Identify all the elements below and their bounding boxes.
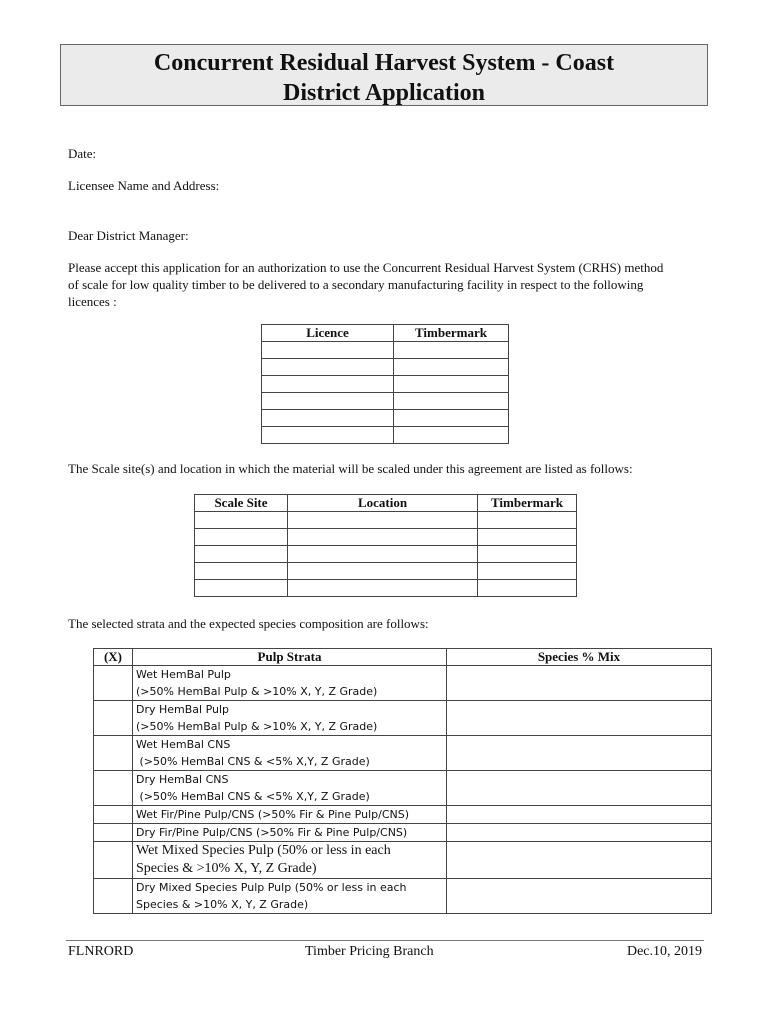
location-cell[interactable]: [288, 546, 478, 563]
strata-desc: (>50% HemBal Pulp & >10% X, Y, Z Grade): [136, 720, 378, 733]
strata-cell: [133, 701, 447, 736]
location-cell[interactable]: [288, 529, 478, 546]
licence-header: Licence: [262, 325, 394, 342]
scale-site-header: Scale Site: [195, 495, 288, 512]
licence-cell[interactable]: [262, 427, 394, 444]
document-title: [60, 44, 708, 106]
salutation: Dear District Manager:: [68, 228, 189, 243]
scale-intro: The Scale site(s) and location in which the material will be scaled under this agreement are listed as follows:: [68, 461, 633, 476]
select-header: (X): [94, 649, 133, 666]
strata-name: Dry HemBal CNS: [136, 773, 229, 786]
select-cell[interactable]: [94, 806, 133, 824]
footer-date: Dec.10, 2019: [626, 944, 702, 959]
location-header: Location: [288, 495, 478, 512]
species-mix-cell[interactable]: [447, 824, 712, 842]
strata-table: [93, 648, 712, 914]
select-cell[interactable]: [94, 771, 133, 806]
footer-divider: [66, 940, 704, 941]
licence-cell[interactable]: [262, 393, 394, 410]
scale-site-cell[interactable]: [195, 563, 288, 580]
licensee-label: Licensee Name and Address:: [68, 178, 220, 193]
timbermark-cell[interactable]: [394, 376, 509, 393]
table-row: [195, 529, 577, 546]
licence-cell[interactable]: [262, 376, 394, 393]
strata-name: Wet HemBal CNS: [136, 738, 231, 751]
intro-line-3: licences :: [68, 294, 117, 309]
timbermark-cell[interactable]: [394, 393, 509, 410]
scale-site-cell[interactable]: [195, 512, 288, 529]
strata-name: Wet HemBal Pulp: [136, 668, 231, 681]
table-row: [262, 359, 509, 376]
title-line-2: District Application: [283, 80, 485, 106]
timbermark-cell[interactable]: [478, 512, 577, 529]
intro-line-1: Please accept this application for an authorization to use the Concurrent Residual Harvest System (CRHS) method: [68, 260, 664, 275]
strata-cell: [133, 879, 447, 914]
select-cell[interactable]: [94, 666, 133, 701]
table-row: [94, 666, 712, 701]
species-mix-cell[interactable]: [447, 842, 712, 879]
strata-name: Dry Fir/Pine Pulp/CNS (>50% Fir & Pine Pulp/CNS): [136, 826, 408, 839]
scale-site-table: [194, 494, 577, 597]
strata-cell: [133, 806, 447, 824]
table-row: [195, 580, 577, 597]
strata-cell: [133, 666, 447, 701]
table-row: [262, 427, 509, 444]
table-row: [195, 546, 577, 563]
species-mix-cell[interactable]: [447, 806, 712, 824]
strata-desc: (>50% HemBal CNS & <5% X,Y, Z Grade): [136, 755, 370, 768]
timbermark-cell[interactable]: [394, 410, 509, 427]
table-row: [94, 736, 712, 771]
species-mix-cell[interactable]: [447, 701, 712, 736]
date-label: Date:: [68, 146, 97, 161]
species-mix-cell[interactable]: [447, 771, 712, 806]
table-row: [94, 806, 712, 824]
table-row: [262, 376, 509, 393]
table-row: [262, 393, 509, 410]
strata-cell: [133, 736, 447, 771]
table-row: [262, 410, 509, 427]
licence-cell[interactable]: [262, 359, 394, 376]
timbermark-cell[interactable]: [478, 546, 577, 563]
select-cell[interactable]: [94, 824, 133, 842]
select-cell[interactable]: [94, 736, 133, 771]
strata-name: Dry HemBal Pulp: [136, 703, 230, 716]
strata-desc: (>50% HemBal CNS & <5% X,Y, Z Grade): [136, 790, 370, 803]
strata-cell: [133, 824, 447, 842]
licence-cell[interactable]: [262, 410, 394, 427]
select-cell[interactable]: [94, 842, 133, 879]
licence-cell[interactable]: [262, 342, 394, 359]
footer-branch: Timber Pricing Branch: [305, 944, 434, 959]
strata-cell: [133, 842, 447, 879]
intro-paragraph: [68, 259, 708, 310]
strata-desc: Species & >10% X, Y, Z Grade): [136, 898, 309, 911]
timbermark-cell[interactable]: [394, 427, 509, 444]
location-cell[interactable]: [288, 512, 478, 529]
title-line-1: Concurrent Residual Harvest System - Coast: [153, 50, 615, 76]
timbermark-header: Timbermark: [478, 495, 577, 512]
species-mix-cell[interactable]: [447, 879, 712, 914]
licence-table: [261, 324, 509, 444]
footer-org: FLNRORD: [68, 944, 134, 959]
strata-intro: The selected strata and the expected species composition are follows:: [68, 616, 429, 631]
strata-desc: (>50% HemBal Pulp & >10% X, Y, Z Grade): [136, 685, 378, 698]
table-row: [94, 879, 712, 914]
table-row: [195, 512, 577, 529]
table-row: [195, 563, 577, 580]
location-cell[interactable]: [288, 580, 478, 597]
table-row: [94, 842, 712, 879]
table-row: [262, 342, 509, 359]
table-row: [94, 701, 712, 736]
strata-name: Dry Mixed Species Pulp Pulp (50% or less in each: [136, 881, 407, 894]
select-cell[interactable]: [94, 701, 133, 736]
table-row: [94, 771, 712, 806]
scale-site-cell[interactable]: [195, 580, 288, 597]
timbermark-cell[interactable]: [478, 580, 577, 597]
species-mix-header: Species % Mix: [447, 649, 712, 666]
scale-site-cell[interactable]: [195, 546, 288, 563]
timbermark-cell[interactable]: [394, 359, 509, 376]
pulp-strata-header: Pulp Strata: [133, 649, 447, 666]
species-mix-cell[interactable]: [447, 736, 712, 771]
table-row: [94, 824, 712, 842]
location-cell[interactable]: [288, 563, 478, 580]
strata-name: Wet Fir/Pine Pulp/CNS (>50% Fir & Pine Pulp/CNS): [136, 808, 410, 821]
scale-site-cell[interactable]: [195, 529, 288, 546]
select-cell[interactable]: [94, 879, 133, 914]
strata-desc: Species & >10% X, Y, Z Grade): [136, 861, 317, 876]
strata-name: Wet Mixed Species Pulp (50% or less in each: [136, 843, 391, 858]
species-mix-cell[interactable]: [447, 666, 712, 701]
timbermark-cell[interactable]: [478, 529, 577, 546]
intro-line-2: of scale for low quality timber to be delivered to a secondary manufacturing facility in respect to the following: [68, 277, 644, 292]
timbermark-header: Timbermark: [394, 325, 509, 342]
timbermark-cell[interactable]: [394, 342, 509, 359]
strata-cell: [133, 771, 447, 806]
timbermark-cell[interactable]: [478, 563, 577, 580]
